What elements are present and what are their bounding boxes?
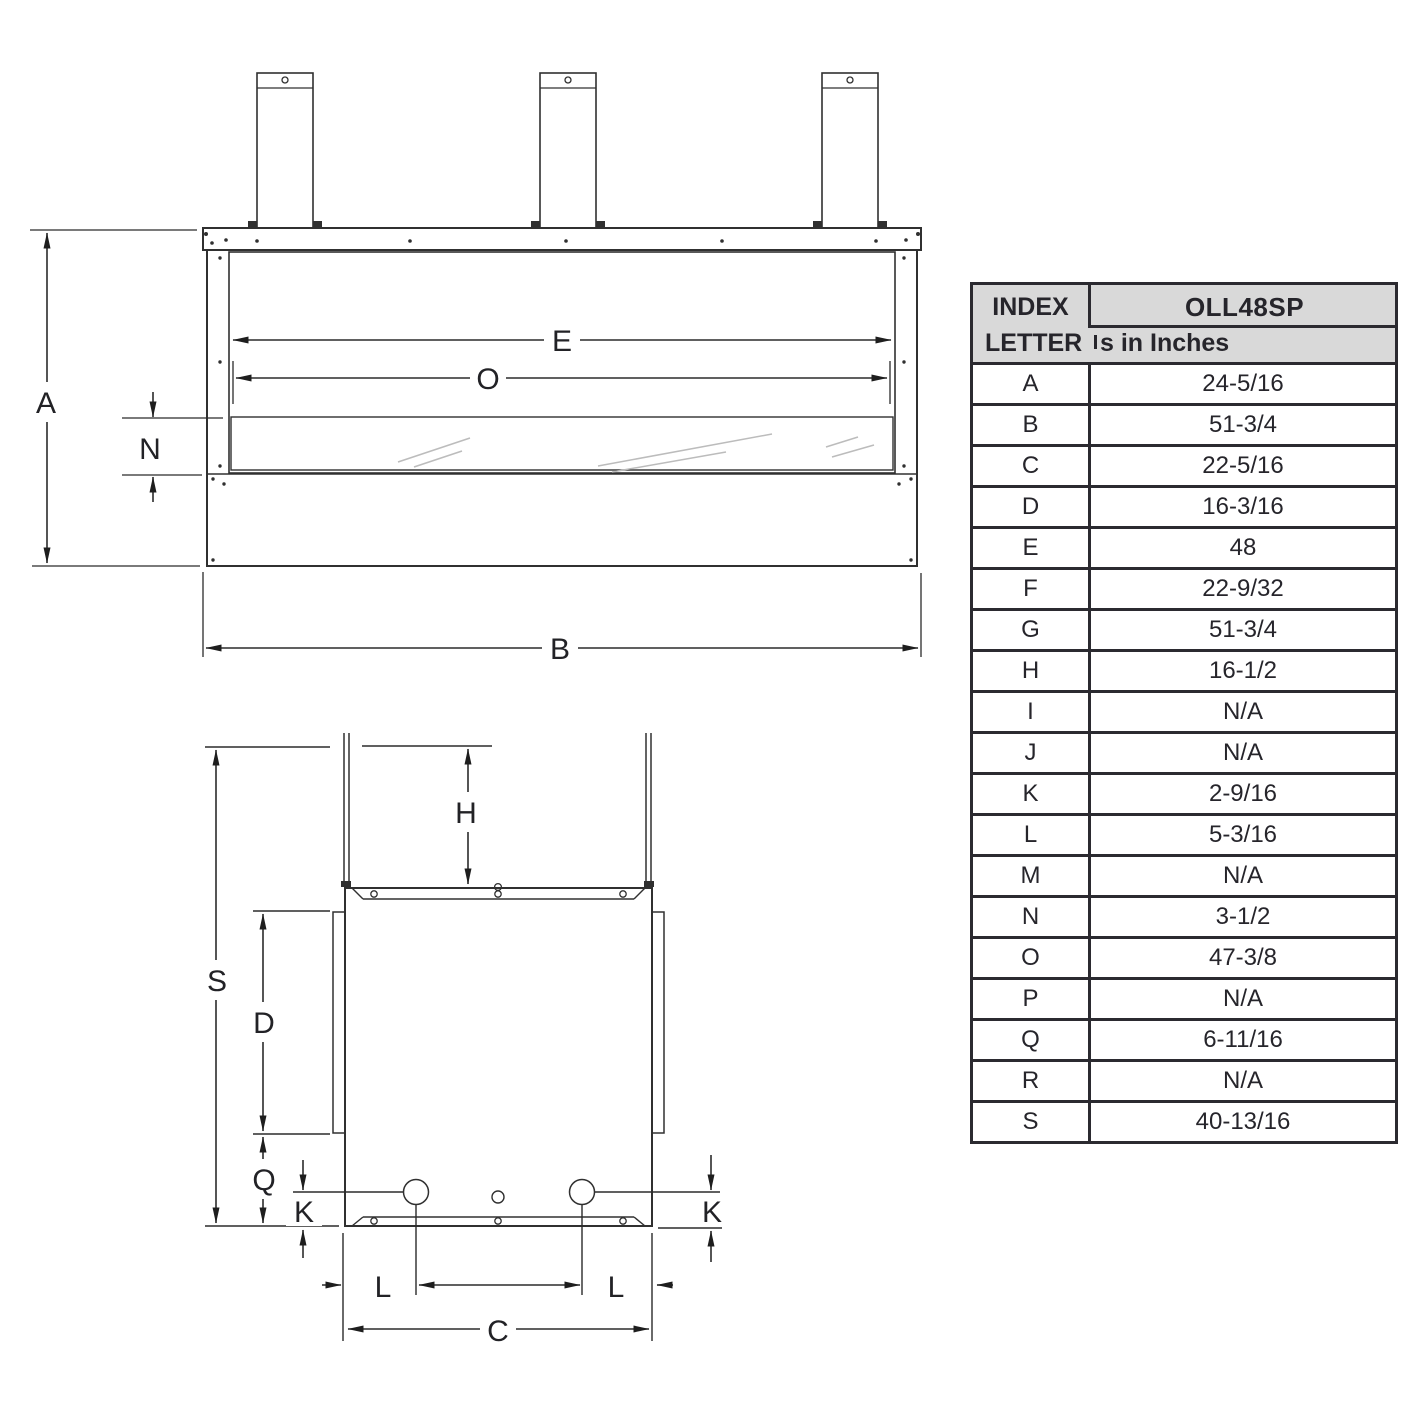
table-row	[973, 938, 1395, 979]
pilot-hole-center	[492, 1191, 504, 1203]
model-header-underline	[1091, 325, 1395, 328]
table-row	[973, 610, 1395, 651]
dim-label-L-left: L	[374, 1271, 392, 1304]
frame-screws	[211, 256, 912, 561]
table-row	[973, 405, 1395, 446]
index-letter-cell: M	[973, 856, 1090, 897]
dimension-value-cell: 51-3/4	[1090, 405, 1396, 446]
dimension-value-cell: 16-3/16	[1090, 487, 1396, 528]
dimension-value-cell: 48	[1090, 528, 1396, 569]
standoff-post-right	[813, 73, 887, 228]
inlet-hole-right	[570, 1180, 595, 1205]
front-view-labels	[28, 320, 580, 668]
dimension-value-cell: 6-11/16	[1090, 1020, 1396, 1061]
index-letter-cell: H	[973, 651, 1090, 692]
dim-label-N: N	[139, 433, 161, 466]
dim-label-S: S	[206, 965, 228, 998]
index-letter-cell: O	[973, 938, 1090, 979]
side-tab-right	[652, 912, 664, 1133]
table-row	[973, 774, 1395, 815]
rear-standoff-walls	[341, 733, 654, 887]
dimension-value-cell: 40-13/16	[1090, 1102, 1396, 1142]
table-row	[973, 897, 1395, 938]
top-view	[199, 733, 730, 1350]
standoff-post-center	[531, 73, 605, 228]
dimension-value-cell: N/A	[1090, 979, 1396, 1020]
dim-label-A: A	[35, 387, 57, 420]
index-letter-cell: P	[973, 979, 1090, 1020]
dimension-value-cell: N/A	[1090, 692, 1396, 733]
table-row	[973, 487, 1395, 528]
index-letter-cell: B	[973, 405, 1090, 446]
table-row	[973, 1102, 1395, 1142]
table-row	[973, 365, 1395, 405]
standoff-post-left	[248, 73, 322, 228]
dim-label-O: O	[476, 363, 500, 396]
table-row	[973, 1020, 1395, 1061]
dim-label-H: H	[455, 797, 477, 830]
index-letter-cell: G	[973, 610, 1090, 651]
table-row	[973, 569, 1395, 610]
dimension-value-cell: 16-1/2	[1090, 651, 1396, 692]
dimension-value-cell: N/A	[1090, 856, 1396, 897]
dim-label-K-left: K	[293, 1196, 315, 1229]
dimension-table-header	[973, 285, 1395, 365]
dimension-value-cell: 24-5/16	[1202, 370, 1284, 397]
plan-body	[333, 884, 664, 1226]
index-letter-cell: I	[973, 692, 1090, 733]
top-flange	[203, 228, 921, 250]
glass-reflections	[398, 434, 874, 472]
dimension-value-cell: 2-9/16	[1090, 774, 1396, 815]
dimension-value-cell: 22-9/32	[1090, 569, 1396, 610]
units-note: s in Inches	[1100, 329, 1230, 357]
dim-label-C: C	[487, 1315, 509, 1348]
dim-label-D: D	[253, 1007, 275, 1040]
index-letter-cell: N	[973, 897, 1090, 938]
index-letter-cell: K	[973, 774, 1090, 815]
dim-label-B: B	[549, 633, 571, 666]
dim-label-E: E	[551, 325, 573, 358]
dimension-value-cell: 47-3/8	[1090, 938, 1396, 979]
dimension-value-cell: 3-1/2	[1090, 897, 1396, 938]
dimension-table	[970, 282, 1398, 1144]
dimension-value-cell: 22-5/16	[1090, 446, 1396, 487]
side-tab-left	[333, 912, 345, 1133]
header-column-divider	[1088, 285, 1091, 328]
top-view-dimensions	[205, 746, 722, 1341]
dim-label-L-right: L	[607, 1271, 625, 1304]
index-letter-cell: E	[973, 528, 1090, 569]
table-row	[973, 651, 1395, 692]
table-row	[973, 815, 1395, 856]
dim-label-K-right: K	[701, 1196, 723, 1229]
inlet-hole-left	[404, 1180, 429, 1205]
dimension-value-cell: N/A	[1090, 1061, 1396, 1102]
table-row	[973, 446, 1395, 487]
table-row	[973, 856, 1395, 897]
index-header-line2: LETTER	[985, 329, 1083, 357]
clipped-character-remnant	[1094, 335, 1097, 349]
dimension-value-cell: 51-3/4	[1090, 610, 1396, 651]
table-row	[973, 692, 1395, 733]
index-letter-cell: Q	[973, 1020, 1090, 1061]
index-letter-cell: R	[973, 1061, 1090, 1102]
table-row	[973, 979, 1395, 1020]
model-header: OLL48SP	[1184, 292, 1305, 322]
index-letter-cell: A	[973, 365, 1090, 405]
index-letter-cell: L	[973, 815, 1090, 856]
dimension-table-body	[973, 365, 1395, 1141]
firebox-body	[207, 250, 917, 566]
index-letter-cell: J	[973, 733, 1090, 774]
dimension-rows-table	[973, 365, 1395, 1141]
table-row	[973, 733, 1395, 774]
index-letter-cell: S	[973, 1102, 1090, 1142]
dimension-value-cell: 5-3/16	[1090, 815, 1396, 856]
glass-panel	[231, 417, 893, 472]
table-row	[973, 528, 1395, 569]
index-letter-cell: D	[973, 487, 1090, 528]
index-letter-cell: F	[973, 569, 1090, 610]
front-view	[28, 73, 921, 668]
index-letter-cell: C	[973, 446, 1090, 487]
dim-label-Q: Q	[252, 1164, 276, 1197]
index-header-line1: INDEX	[992, 293, 1069, 321]
dimension-value-cell: N/A	[1090, 733, 1396, 774]
table-row	[973, 1061, 1395, 1102]
